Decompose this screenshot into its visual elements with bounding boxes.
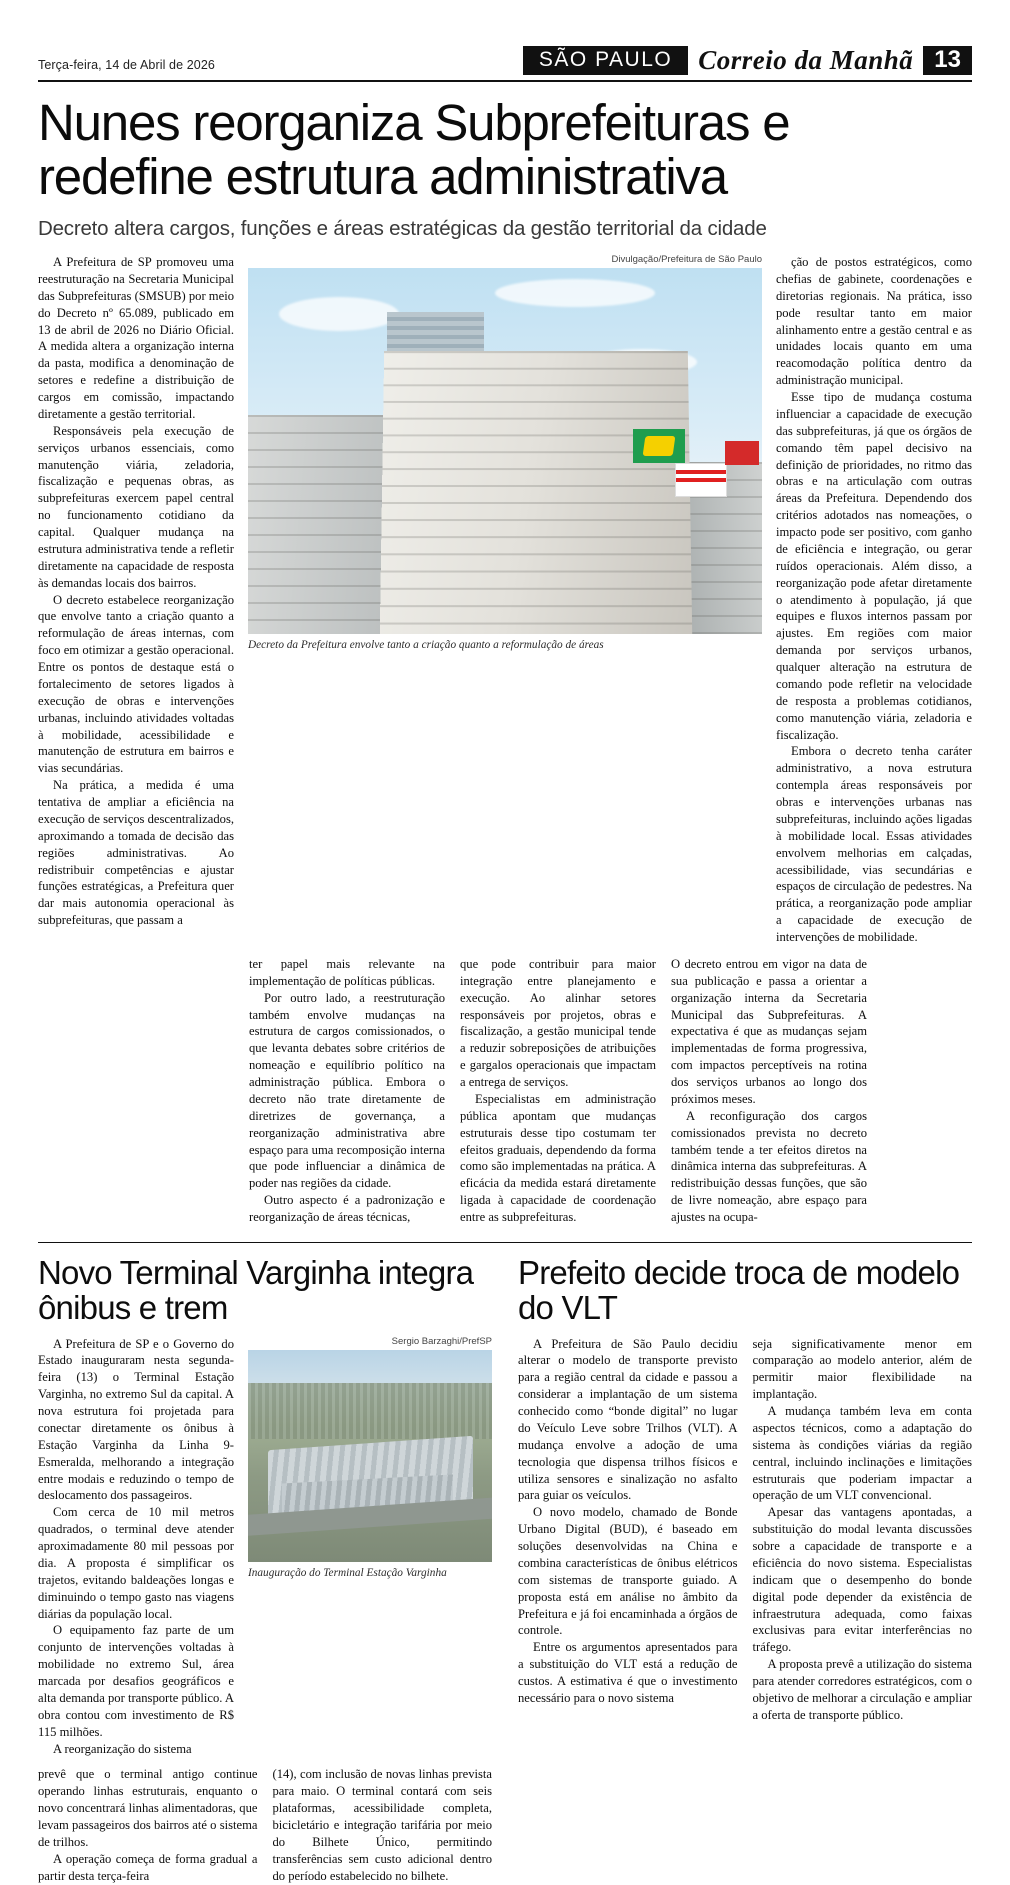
paragraph: ter papel mais relevante na implementação de políticas públicas. <box>249 956 445 988</box>
newspaper-brand: Correio da Manhã <box>698 44 914 75</box>
paragraph: O novo modelo, chamado de Bonde Urbano Digital (BUD), é baseado em soluções desenvolvidas na China e combina características de ônibus elétricos com sistemas de transporte guiado. A proposta está em análise no âmbito da Prefeitura e já foi encaminhada a órgãos de controle. <box>518 1505 738 1638</box>
lead-column-4 <box>671 956 867 1226</box>
paragraph: Esse tipo de mudança costuma influenciar a capacidade de execução das subprefeituras, já que os órgãos de comando têm papel decisivo na definição de prioridades, no ritmo das obras e na articulação com outras áreas da Prefeitura. Dependendo dos critérios adotados nas nomeações, o impacto pode ser positivo, com ganho de eficiência e integração, ou gerar ruídos operacionais. Além disso, a reorganização pode afetar diretamente o atendimento à população, já que equipes e fluxos internos passam por ajustes. Em regiões com maior demanda por serviços urbanos, qualquer alteração na estrutura de comando pode refletir na velocidade de resposta a problemas cotidianos, como manutenção viária, zeladoria e fiscalização. <box>776 390 972 742</box>
lead-subheadline: Decreto altera cargos, funções e áreas estratégicas da gestão territorial da cidade <box>38 217 767 241</box>
paragraph: A reconfiguração dos cargos comissionados prevista no decreto também tende a ter efeitos diretos na dinâmica interna das subprefeituras. A redistribuição dessas funções, que são de livre nomeação, abre espaço para ajustes na ocupa- <box>671 1108 867 1225</box>
paragraph: Especialistas em administração pública apontam que mudanças estruturais desse tipo costumam ter efeitos graduais, dependendo da forma como são implementadas na prática. A eficácia da medida estará diretamente ligada à capacidade de coordenação entre as subprefeituras. <box>460 1091 656 1225</box>
paragraph: Entre os argumentos apresentados para a substituição do VLT está a redução de custos. A estimativa é que o investimento necessário para o novo sistema <box>518 1640 738 1705</box>
section-tag: SÃO PAULO <box>523 46 688 75</box>
paragraph: A Prefeitura de São Paulo decidiu alterar o modelo de transporte previsto para a região central da cidade e passou a considerar a implantação de um sistema conhecido como “bonde digital” no lugar do Veículo Leve sobre Trilhos (VLT). A mudança envolve a adoção de uma tecnologia que dispensa trilhos físicos e utiliza sensores e sinalização no asfalto para guiar os veículos. <box>518 1336 738 1503</box>
paragraph: A reorganização do sistema <box>53 1741 192 1756</box>
lower-section <box>38 1255 972 1885</box>
flags <box>567 429 742 553</box>
terminal-column-3 <box>273 1766 493 1884</box>
masthead-right <box>523 46 972 75</box>
story-terminal-top <box>38 1336 492 1758</box>
paragraph: A Prefeitura de SP e o Governo do Estado inauguraram nesta segunda-feira (13) o Terminal Estação Varginha, no extremo Sul da capital. A nova estrutura foi projetada para conectar diretamente os ônibus à Estação Varginha da Linha 9-Esmeralda, melhorando a integração entre modais e reduzindo o tempo de deslocamento dos passageiros. <box>38 1336 234 1503</box>
paragraph: seja significativamente menor em comparação ao modelo anterior, além de permitir maior flexibilidade na implantação. <box>752 1336 972 1402</box>
sao-paulo-flag-icon <box>675 463 727 497</box>
story-vlt <box>518 1255 972 1885</box>
vlt-column-2 <box>753 1336 973 1724</box>
lead-column-2 <box>249 956 445 1226</box>
paragraph: Por outro lado, a reestruturação também envolve mudanças na estrutura de cargos comissionados, o que levanta debates sobre critérios de nomeação e equilíbrio político na administração pública. Embora o decreto não trate diretamente de diretrizes de governança, a reorganização administrativa abre espaço para uma recomposição interna que pode influenciar a dinâmica de poder nas regiões da cidade. <box>249 990 445 1191</box>
paragraph: prevê que o terminal antigo continue operando linhas estruturais, enquanto o novo concentrará linhas alimentadoras, que levam passageiros dos bairros até o sistema de trilhos. <box>38 1767 258 1849</box>
paragraph: Responsáveis pela execução de serviços urbanos essenciais, como manutenção viária, zeladoria, fiscalização e pequenas obras, as subprefeituras exercem papel central no funcionamento cotidiano da capital. Qualquer mudança na estrutura administrativa tende a refletir diretamente na capacidade de resposta às demandas locais dos bairros. <box>38 423 234 590</box>
terminal-column-1 <box>38 1336 234 1758</box>
paragraph: A Prefeitura de SP promoveu uma reestruturação na Secretaria Municipal das Subprefeituras (SMSUB) por meio do Decreto nº 65.089, publicado em 13 de abril de 2026 no Diário Oficial. A medida altera a organização interna da pasta, modifica a denominação de setores e redefine a distribuição de cargos em comissão, impactando diretamente a gestão territorial. <box>38 255 234 421</box>
paragraph: Com cerca de 10 mil metros quadrados, o terminal deve atender aproximadamente 80 mil pessoas por dia. A proposta é simplificar os trajetos, evitando baldeações longas e diminuindo o tempo gasto nas viagens diárias da população local. <box>38 1505 234 1621</box>
story-vlt-headline: Prefeito decide troca de modelo do VLT <box>518 1253 960 1327</box>
story-terminal-varginha <box>38 1255 492 1885</box>
page-number: 13 <box>923 46 972 75</box>
paragraph: (14), com inclusão de novas linhas prevista para maio. O terminal contará com seis plataformas, acessibilidade completa, bicicletário e integração tarifária por meio do Bilhete Único, permitindo transferências sem custo adicional dentro do período estabelecido no bilhete. <box>272 1767 492 1883</box>
lead-column-5 <box>776 254 972 946</box>
photo-credit: Sergio Barzaghi/PrefSP <box>391 1335 492 1347</box>
paragraph: ção de postos estratégicos, como chefias de gabinete, coordenações e diretorias regionais. Na prática, isso pode resultar tanto em maior alinhamento entre a gestão central e as unidades locais quanto em uma reacomodação política dentro da administração municipal. <box>776 255 972 388</box>
vlt-column-1 <box>518 1336 738 1724</box>
paragraph: A proposta prevê a utilização do sistema para atender corredores estratégicos, com o objetivo de melhorar a circulação e ampliar a oferta de transporte público. <box>752 1657 972 1722</box>
lead-article-top <box>38 254 972 946</box>
page-title: Nunes reorganiza Subprefeituras e redefine estrutura administrativa <box>38 94 790 206</box>
lead-article-continuation <box>38 956 972 1226</box>
photo-caption: Decreto da Prefeitura envolve tanto a criação quanto a reformulação de áreas <box>248 639 604 652</box>
paragraph: que pode contribuir para maior integração entre planejamento e execução. Ao alinhar setores responsáveis por projetos, obras e fiscalização, a gestão municipal tende a reduzir sobreposições de atribuições e gargalos operacionais que impactam a entrega de serviços. <box>460 956 656 1090</box>
masthead <box>38 46 972 82</box>
photo-caption: Inauguração do Terminal Estação Varginha <box>248 1566 447 1579</box>
brazil-flag-icon <box>633 429 685 463</box>
paragraph: Apesar das vantagens apontadas, a substituição do modal levanta discussões sobre a capacidade de transporte e a eficiência do novo sistema. Especialistas indicam que o desempenho do bonde digital pode depender da existência de infraestrutura adequada, como faixas exclusivas para evitar interferências no tráfego. <box>752 1505 972 1655</box>
paragraph: A operação começa de forma gradual a partir desta terça-feira <box>38 1851 258 1883</box>
publication-date: Terça-feira, 14 de Abril de 2026 <box>38 58 215 73</box>
red-flag-icon <box>725 441 759 465</box>
terminal-column-2 <box>38 1766 258 1884</box>
terminal-photo-block <box>248 1336 492 1758</box>
paragraph: Na prática, a medida é uma tentativa de ampliar a eficiência na execução de serviços descentralizados, aproximando a tomada de decisão das regiões administrativas. Ao redistribuir competências e ajustar funções estratégicas, a Prefeitura quer dar mais autonomia operacional às subprefeituras, que passam a <box>38 778 234 928</box>
paragraph: Embora o decreto tenha caráter administrativo, a nova estrutura contempla áreas responsáveis por obras e intervenções urbanas nas subprefeituras, incluindo ações ligadas à mobilidade local. Essas atividades envolvem melhorias em calçadas, acessibilidade, vias secundárias e espaços de circulação de pedestres. Na prática, a reorganização pode ampliar a capacidade de execução de intervenções de mobilidade. <box>776 744 972 945</box>
paragraph: Outro aspecto é a padronização e reorganização de áreas técnicas, <box>249 1193 445 1225</box>
paragraph: O decreto entrou em vigor na data de sua publicação e passa a orientar a organização interna da Secretaria Municipal das Subprefeituras. A expectativa é que as mudanças sejam implementadas de forma progressiva, com impactos perceptíveis na rotina dos serviços urbanos ao longo dos próximos meses. <box>671 956 867 1106</box>
lead-column-1 <box>38 254 234 946</box>
section-divider <box>38 1242 972 1243</box>
terminal-photo <box>248 1350 492 1562</box>
paragraph: O decreto estabelece reorganização que envolve tanto a criação quanto a reformulação de áreas internas, com foco em otimizar a gestão operacional. Entre os pontos de destaque está o fortalecimento de setores ligados à execução de obras e intervenções urbanas, incluindo atividades voltadas à mobilidade, acessibilidade e manutenção de estrutura em bairros e vias secundárias. <box>38 592 234 776</box>
story-vlt-columns <box>518 1336 972 1724</box>
story-terminal-continuation <box>38 1766 492 1884</box>
photo-credit: Divulgação/Prefeitura de São Paulo <box>611 254 762 266</box>
lead-photo <box>248 268 762 634</box>
story-terminal-headline: Novo Terminal Varginha integra ônibus e trem <box>38 1253 474 1327</box>
lead-photo-block <box>248 254 762 946</box>
lead-column-3 <box>460 956 656 1226</box>
paragraph: A mudança também leva em conta aspectos técnicos, como a adaptação do sistema às condições viárias da região central, incluindo inclinações e limitações estruturais que poderiam impactar a operação de um VLT convencional. <box>752 1404 972 1503</box>
paragraph: O equipamento faz parte de um conjunto de intervenções voltadas à mobilidade no extremo Sul, área marcada por desafios geográficos e alta demanda por transporte público. A obra contou com investimento de R$ 115 milhões. <box>38 1623 234 1739</box>
left-building <box>248 415 402 635</box>
